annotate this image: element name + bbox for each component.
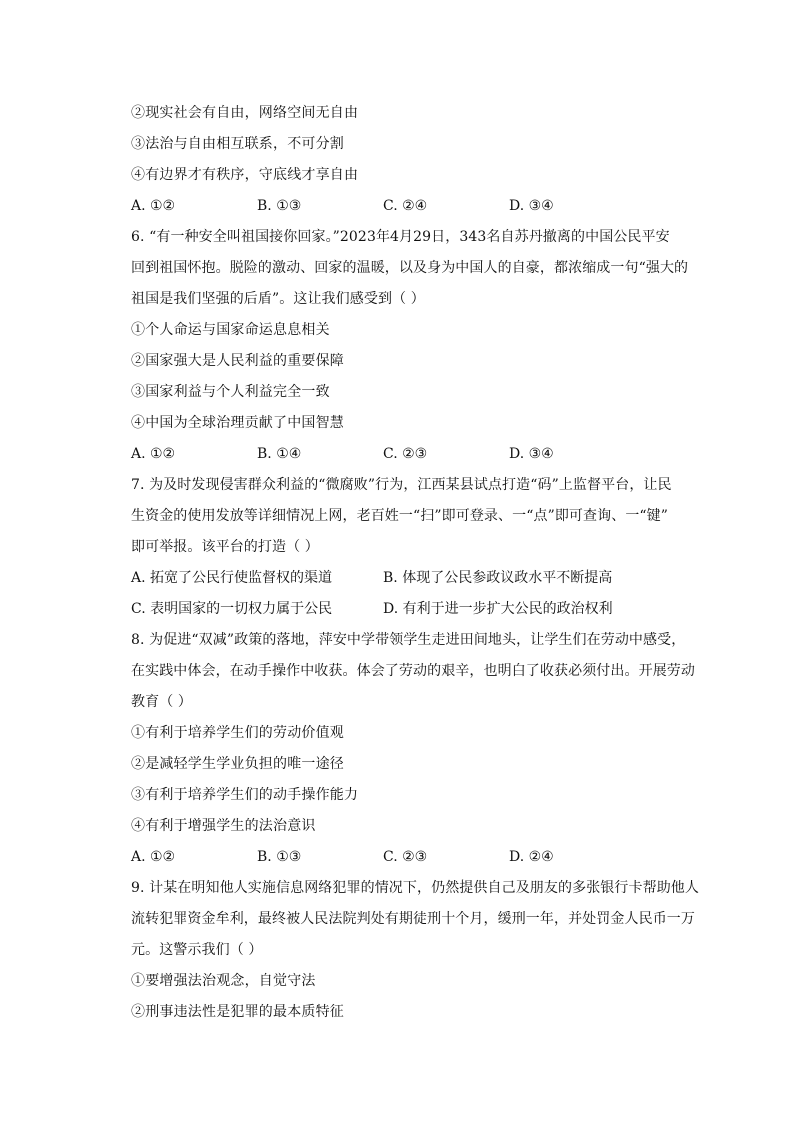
answer-options xyxy=(131,191,695,222)
answer-options xyxy=(131,594,695,625)
answer-option[interactable]: B. 体现了公民参政议政水平不断提高 xyxy=(383,570,613,586)
answer-option[interactable]: C. ②③ xyxy=(383,446,428,462)
question-stem-line: 9. 计某在明知他人实施信息网络犯罪的情况下，仍然提供自己及朋友的多张银行卡帮助他人 xyxy=(131,880,700,896)
answer-option[interactable]: C. ②④ xyxy=(383,198,428,214)
answer-options xyxy=(131,439,695,470)
statement-line: ①有利于培养学生们的劳动价值观 xyxy=(131,725,344,741)
answer-option[interactable]: C. ②③ xyxy=(383,849,428,865)
question-stem-line: 8. 为促进“双减”政策的落地，萍安中学带领学生走进田间地头，让学生们在劳动中感受， xyxy=(131,632,686,648)
question-stem xyxy=(131,222,695,315)
question-stem-line: 回到祖国怀抱。脱险的激动、回家的温暖，以及身为中国人的自豪，都浓缩成一句“强大的 xyxy=(131,260,689,276)
answer-option[interactable]: A. 拓宽了公民行使监督权的渠道 xyxy=(131,570,333,586)
question-stem-line: 元。这警示我们（ ） xyxy=(131,942,263,958)
statement-line: ③国家利益与个人利益完全一致 xyxy=(131,384,330,400)
answer-option[interactable]: A. ①② xyxy=(131,849,176,865)
statement-line: ②国家强大是人民利益的重要保障 xyxy=(131,353,344,369)
question-stem-line: 流转犯罪资金牟利，最终被人民法院判处有期徒刑十个月，缓刑一年，并处罚金人民币一万 xyxy=(131,911,695,927)
statement-line: ②刑事违法性是犯罪的最本质特征 xyxy=(131,1004,344,1020)
question-stem-line: 生资金的使用发放等详细情况上网，老百姓一“扫”即可登录、一“点”即可查询、一“键” xyxy=(131,508,669,524)
question-stem-line: 教育（ ） xyxy=(131,694,192,710)
question-content xyxy=(131,98,700,1028)
question-stem-line: 在实践中体会，在动手操作中收获。体会了劳动的艰辛，也明白了收获必须付出。开展劳动 xyxy=(131,663,695,679)
statement-line: ②现实社会有自由，网络空间无自由 xyxy=(131,105,359,121)
question-stem xyxy=(131,873,700,966)
statement-line: ④中国为全球治理贡献了中国智慧 xyxy=(131,415,344,431)
statement-line: ④有利于增强学生的法治意识 xyxy=(131,818,316,834)
question-stem-line: 即可举报。该平台的打造（ ） xyxy=(131,539,319,555)
answer-option[interactable]: B. ①③ xyxy=(257,198,302,214)
question-stem xyxy=(131,470,695,563)
answer-option[interactable]: D. ③④ xyxy=(509,198,554,214)
question-stem-line: 祖国是我们坚强的后盾”。这让我们感受到（ ） xyxy=(131,291,425,307)
answer-option[interactable]: A. ①② xyxy=(131,446,176,462)
statement-line: ③法治与自由相互联系，不可分割 xyxy=(131,136,344,152)
statement-line: ③有利于培养学生们的动手操作能力 xyxy=(131,787,359,803)
statement-line: ①个人命运与国家命运息息相关 xyxy=(131,322,330,338)
answer-option[interactable]: A. ①② xyxy=(131,198,176,214)
question-stem-line: 7. 为及时发现侵害群众利益的“微腐败”行为，江西某县试点打造“码”上监督平台，让民 xyxy=(131,477,672,493)
statement-line: ④有边界才有秩序，守底线才享自由 xyxy=(131,167,359,183)
answer-options xyxy=(131,563,695,594)
answer-option[interactable]: C. 表明国家的一切权力属于公民 xyxy=(131,601,333,617)
question-stem-line: 6. “有一种安全叫祖国接你回家。”2023年4月29日，343名自苏丹撤离的中国公民平安 xyxy=(131,229,670,245)
question-stem xyxy=(131,625,695,718)
answer-option[interactable]: B. ①③ xyxy=(257,849,302,865)
answer-option[interactable]: D. 有利于进一步扩大公民的政治权利 xyxy=(383,601,613,617)
statement-line: ②是减轻学生学业负担的唯一途径 xyxy=(131,756,344,772)
answer-options xyxy=(131,842,695,873)
answer-option[interactable]: D. ②④ xyxy=(509,849,554,865)
answer-option[interactable]: B. ①④ xyxy=(257,446,302,462)
statement-line: ①要增强法治观念，自觉守法 xyxy=(131,973,316,989)
answer-option[interactable]: D. ③④ xyxy=(509,446,554,462)
